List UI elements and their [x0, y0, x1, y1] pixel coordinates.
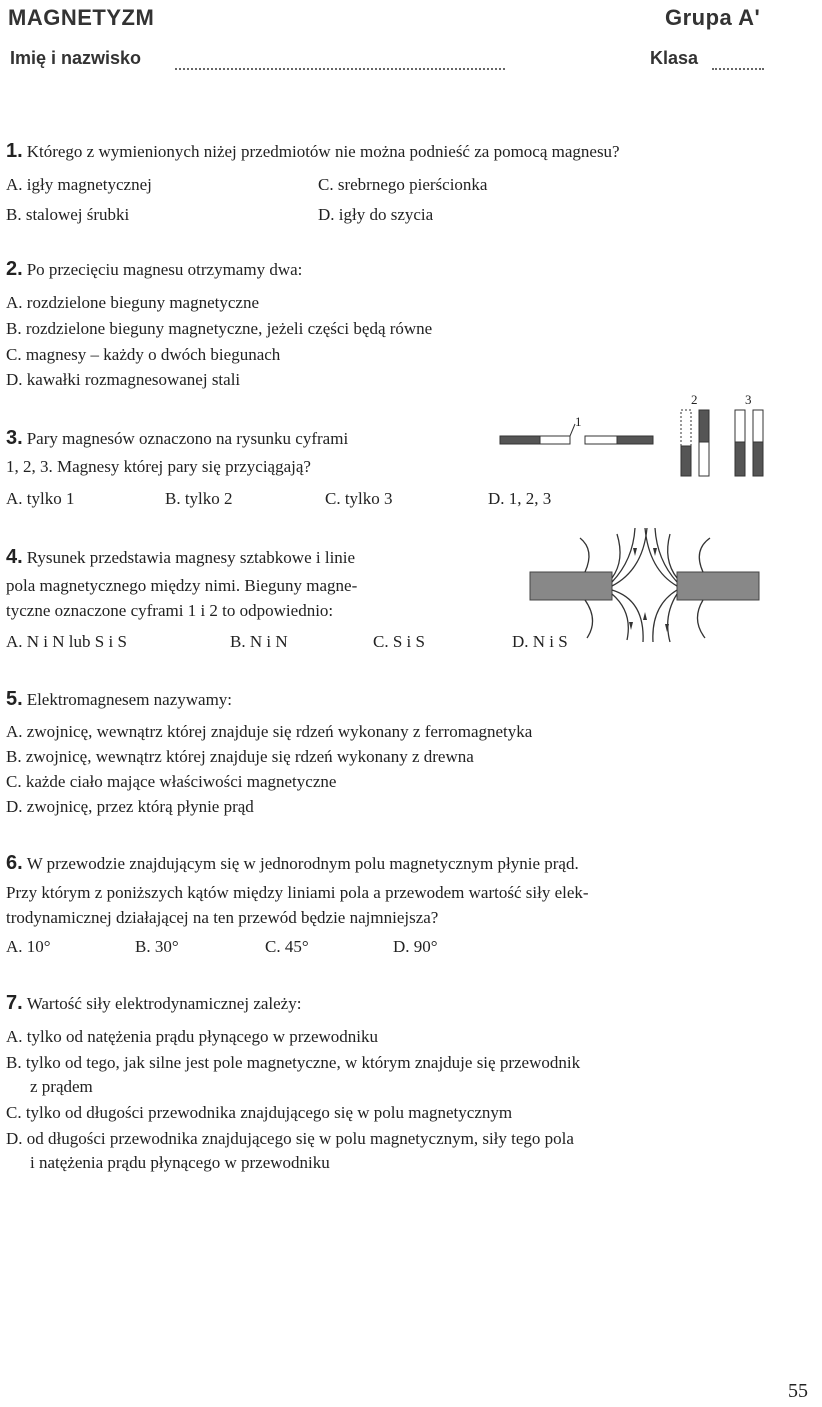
answer-b: B. stalowej śrubki [6, 205, 130, 224]
question-number: 1. [6, 140, 23, 162]
answer-c: C. srebrnego pierścionka [318, 175, 488, 194]
question-3 [6, 427, 348, 450]
question-number: 4. [6, 546, 23, 568]
bar-magnet-2 [677, 572, 759, 600]
class-field[interactable] [712, 68, 764, 70]
answer-c: C. tylko 3 [325, 489, 393, 508]
answer-d: D. kawałki rozmagnesowanej stali [6, 370, 241, 389]
answer-d: D. 1, 2, 3 [488, 489, 552, 508]
answer-c: C. tylko od długości przewodnika znajdującego się w polu magnetycznym [6, 1103, 513, 1122]
answer-b: B. zwojnicę, wewnątrz której znajduje się rdzeń wykonany z drewna [6, 747, 474, 766]
answer-d: D. N i S [512, 632, 568, 651]
question-text: Wartość siły elektrodynamicznej zależy: [26, 994, 302, 1013]
label-3: 3 [745, 392, 752, 407]
answer-a: A. tylko 1 [6, 489, 75, 508]
question-text-line: 1, 2, 3. Magnesy której pary się przyciągają? [6, 457, 311, 476]
answer-a: A. zwojnicę, wewnątrz której znajduje się rdzeń wykonany z ferromagnetyka [6, 722, 533, 741]
answer-b: B. tylko 2 [165, 489, 233, 508]
answer-d: D. 90° [393, 937, 438, 956]
label-2: 2 [691, 392, 698, 407]
question-5 [6, 688, 232, 711]
question-2 [6, 258, 302, 281]
question-number: 6. [6, 852, 23, 874]
page-number: 55 [788, 1380, 808, 1402]
question-text-line: Przy którym z poniższych kątów między liniami pola a przewodem wartość siły elek- [6, 883, 589, 902]
question-text: W przewodzie znajdującym się w jednorodnym polu magnetycznym płynie prąd. [26, 854, 579, 873]
class-label: Klasa [650, 48, 699, 68]
answer-b: B. 30° [135, 937, 179, 956]
magnet-pair-3 [735, 410, 763, 476]
question-text: Pary magnesów oznaczono na rysunku cyframi [26, 429, 349, 448]
question-number: 5. [6, 688, 23, 710]
question-text: Którego z wymienionych niżej przedmiotów nie można podnieść za pomocą magnesu? [26, 142, 620, 161]
answer-c: C. magnesy – każdy o dwóch biegunach [6, 345, 281, 364]
answer-d: D. igły do szycia [318, 205, 434, 224]
name-field[interactable] [175, 68, 505, 70]
question-text: Elektromagnesem nazywamy: [26, 690, 233, 709]
answer-d-continuation: i natężenia prądu płynącego w przewodniku [30, 1153, 330, 1172]
question-number: 3. [6, 427, 23, 449]
bar-magnet-1 [530, 572, 612, 600]
answer-b: B. rozdzielone bieguny magnetyczne, jeżeli części będą równe [6, 319, 433, 338]
question-1 [6, 140, 620, 163]
question-text: Rysunek przedstawia magnesy sztabkowe i linie [26, 548, 356, 567]
question-text-line: pola magnetycznego między nimi. Bieguny magne- [6, 576, 358, 595]
answer-b: B. tylko od tego, jak silne jest pole magnetyczne, w którym znajduje się przewodnik [6, 1053, 581, 1072]
question-text: Po przecięciu magnesu otrzymamy dwa: [26, 260, 303, 279]
magnet-pairs-figure [495, 390, 770, 480]
label-1: 1 [575, 414, 582, 429]
answer-d: D. od długości przewodnika znajdującego się w polu magnetycznym, siły tego pola [6, 1129, 574, 1148]
magnet-pair-2 [681, 410, 709, 476]
question-6 [6, 852, 579, 875]
answer-b-continuation: z prądem [30, 1077, 93, 1096]
answer-d: D. zwojnicę, przez którą płynie prąd [6, 797, 254, 816]
page-title: MAGNETYZM [8, 5, 155, 30]
answer-b: B. N i N [230, 632, 288, 651]
answer-a: A. tylko od natężenia prądu płynącego w przewodniku [6, 1027, 378, 1046]
answer-a: A. 10° [6, 937, 51, 956]
question-4 [6, 546, 355, 569]
answer-a: A. N i N lub S i S [6, 632, 127, 651]
question-number: 7. [6, 992, 23, 1014]
question-text-line: trodynamicznej działającej na ten przewód będzie najmniejsza? [6, 908, 439, 927]
answer-a: A. rozdzielone bieguny magnetyczne [6, 293, 260, 312]
answer-c: C. S i S [373, 632, 425, 651]
question-number: 2. [6, 258, 23, 280]
group-label: Grupa A' [665, 5, 761, 30]
name-label: Imię i nazwisko [10, 48, 142, 68]
answer-c: C. 45° [265, 937, 309, 956]
answer-c: C. każde ciało mające właściwości magnetyczne [6, 772, 337, 791]
field-lines-figure [525, 520, 760, 650]
question-7 [6, 992, 301, 1015]
answer-a: A. igły magnetycznej [6, 175, 152, 194]
question-text-line: tyczne oznaczone cyframi 1 i 2 to odpowiednio: [6, 601, 334, 620]
